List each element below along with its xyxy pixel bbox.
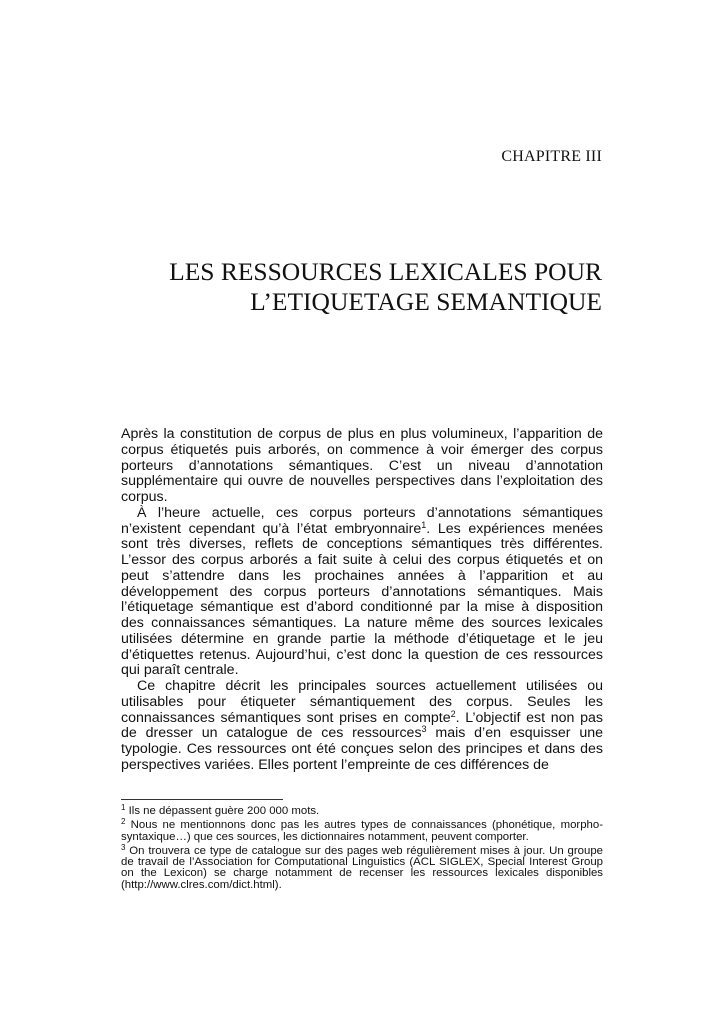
- footnote-1: [121, 803, 603, 817]
- paragraph-1: Après la constitution de corpus de plus en plus volumineux, l’apparition de corpus étiquetés puis arborés, on commence à voir émerger des corpus porteurs d’annotations sémantiques. C’est un niveau d’annotation supplémentaire qui ouvre de nouvelles perspectives dans l’exploitation des corpus.: [121, 426, 603, 505]
- paragraph-3-text-b: . L’objectif est non pas de dresser un catalogue de ces ressources: [121, 709, 603, 742]
- footnote-ref-3[interactable]: 3: [421, 724, 427, 735]
- footnote-2: [121, 817, 603, 843]
- chapter-title: [82, 257, 602, 317]
- footnotes: [121, 803, 603, 894]
- footnote-3: [121, 842, 603, 891]
- footnote-separator: [121, 799, 283, 800]
- paragraph-3-text-a: Ce chapitre décrit les principales sources actuellement utilisées ou utilisables pour étiqueter sémantiquement des corpus. Seules les connaissances sémantiques sont prises en compte: [121, 678, 603, 726]
- chapter-title-line-2: L’ETIQUETAGE SEMANTIQUE: [250, 287, 602, 316]
- body-text: [121, 427, 603, 774]
- paragraph-3-text-c: mais d’en esquisser une typologie. Ces ressources ont été conçues selon des principes et dans des perspectives variées. Elles portent l’empreinte de ces différences de: [121, 725, 603, 773]
- paragraph-2: [121, 506, 603, 679]
- footnote-ref-2[interactable]: 2: [450, 708, 456, 719]
- footnote-text: On trouvera ce type de catalogue sur des pages web régulièrement mises à jour. Un groupe de travail de l’Association for Computational Linguistics (ACL SIGLEX, Special Interest Group on the Lexicon) se charge notamment de recenser les ressources lexicales disponibles (http://www.clres.com/dict.html).: [121, 844, 603, 891]
- paragraph-3: [121, 679, 603, 774]
- footnote-number: 3: [121, 842, 126, 852]
- footnote-text: Nous ne mentionnons donc pas les autres types de connaissances (phonétique, morpho-syntaxique…) que ces sources, les dictionnaires notamment, peuvent comporter.: [121, 819, 603, 843]
- footnote-number: 1: [121, 803, 126, 812]
- paragraph-2-text-a: À l’heure actuelle, ces corpus porteurs d’annotations sémantiques n’existent cependant qu’à l’état embryonnaire: [121, 504, 603, 537]
- footnote-text: Ils ne dépassent guère 200 000 mots.: [125, 805, 320, 817]
- footnote-ref-1[interactable]: 1: [421, 519, 427, 530]
- chapter-title-line-1: LES RESSOURCES LEXICALES POUR: [169, 257, 602, 286]
- footnote-number: 2: [121, 817, 126, 827]
- paragraph-2-text-b: . Les expériences menées sont très diverses, reflets de conceptions sémantiques très différentes. L’essor des corpus arborés a fait suite à celui des corpus étiquetés et on peut s’attendre dans les prochaines années à l’apparition et au développement des corpus porteurs d’annotations sémantiques. Mais l’étiquetage sémantique est d’abord conditionné par la mise à disposition des connaissances sémantiques. La nature même des sources lexicales utilisées détermine en grande partie la méthode d’étiquetage et le jeu d’étiquettes retenus. Aujourd’hui, c’est donc la question de ces ressources qui paraît centrale.: [121, 520, 603, 679]
- chapter-label: CHAPITRE III: [501, 148, 602, 165]
